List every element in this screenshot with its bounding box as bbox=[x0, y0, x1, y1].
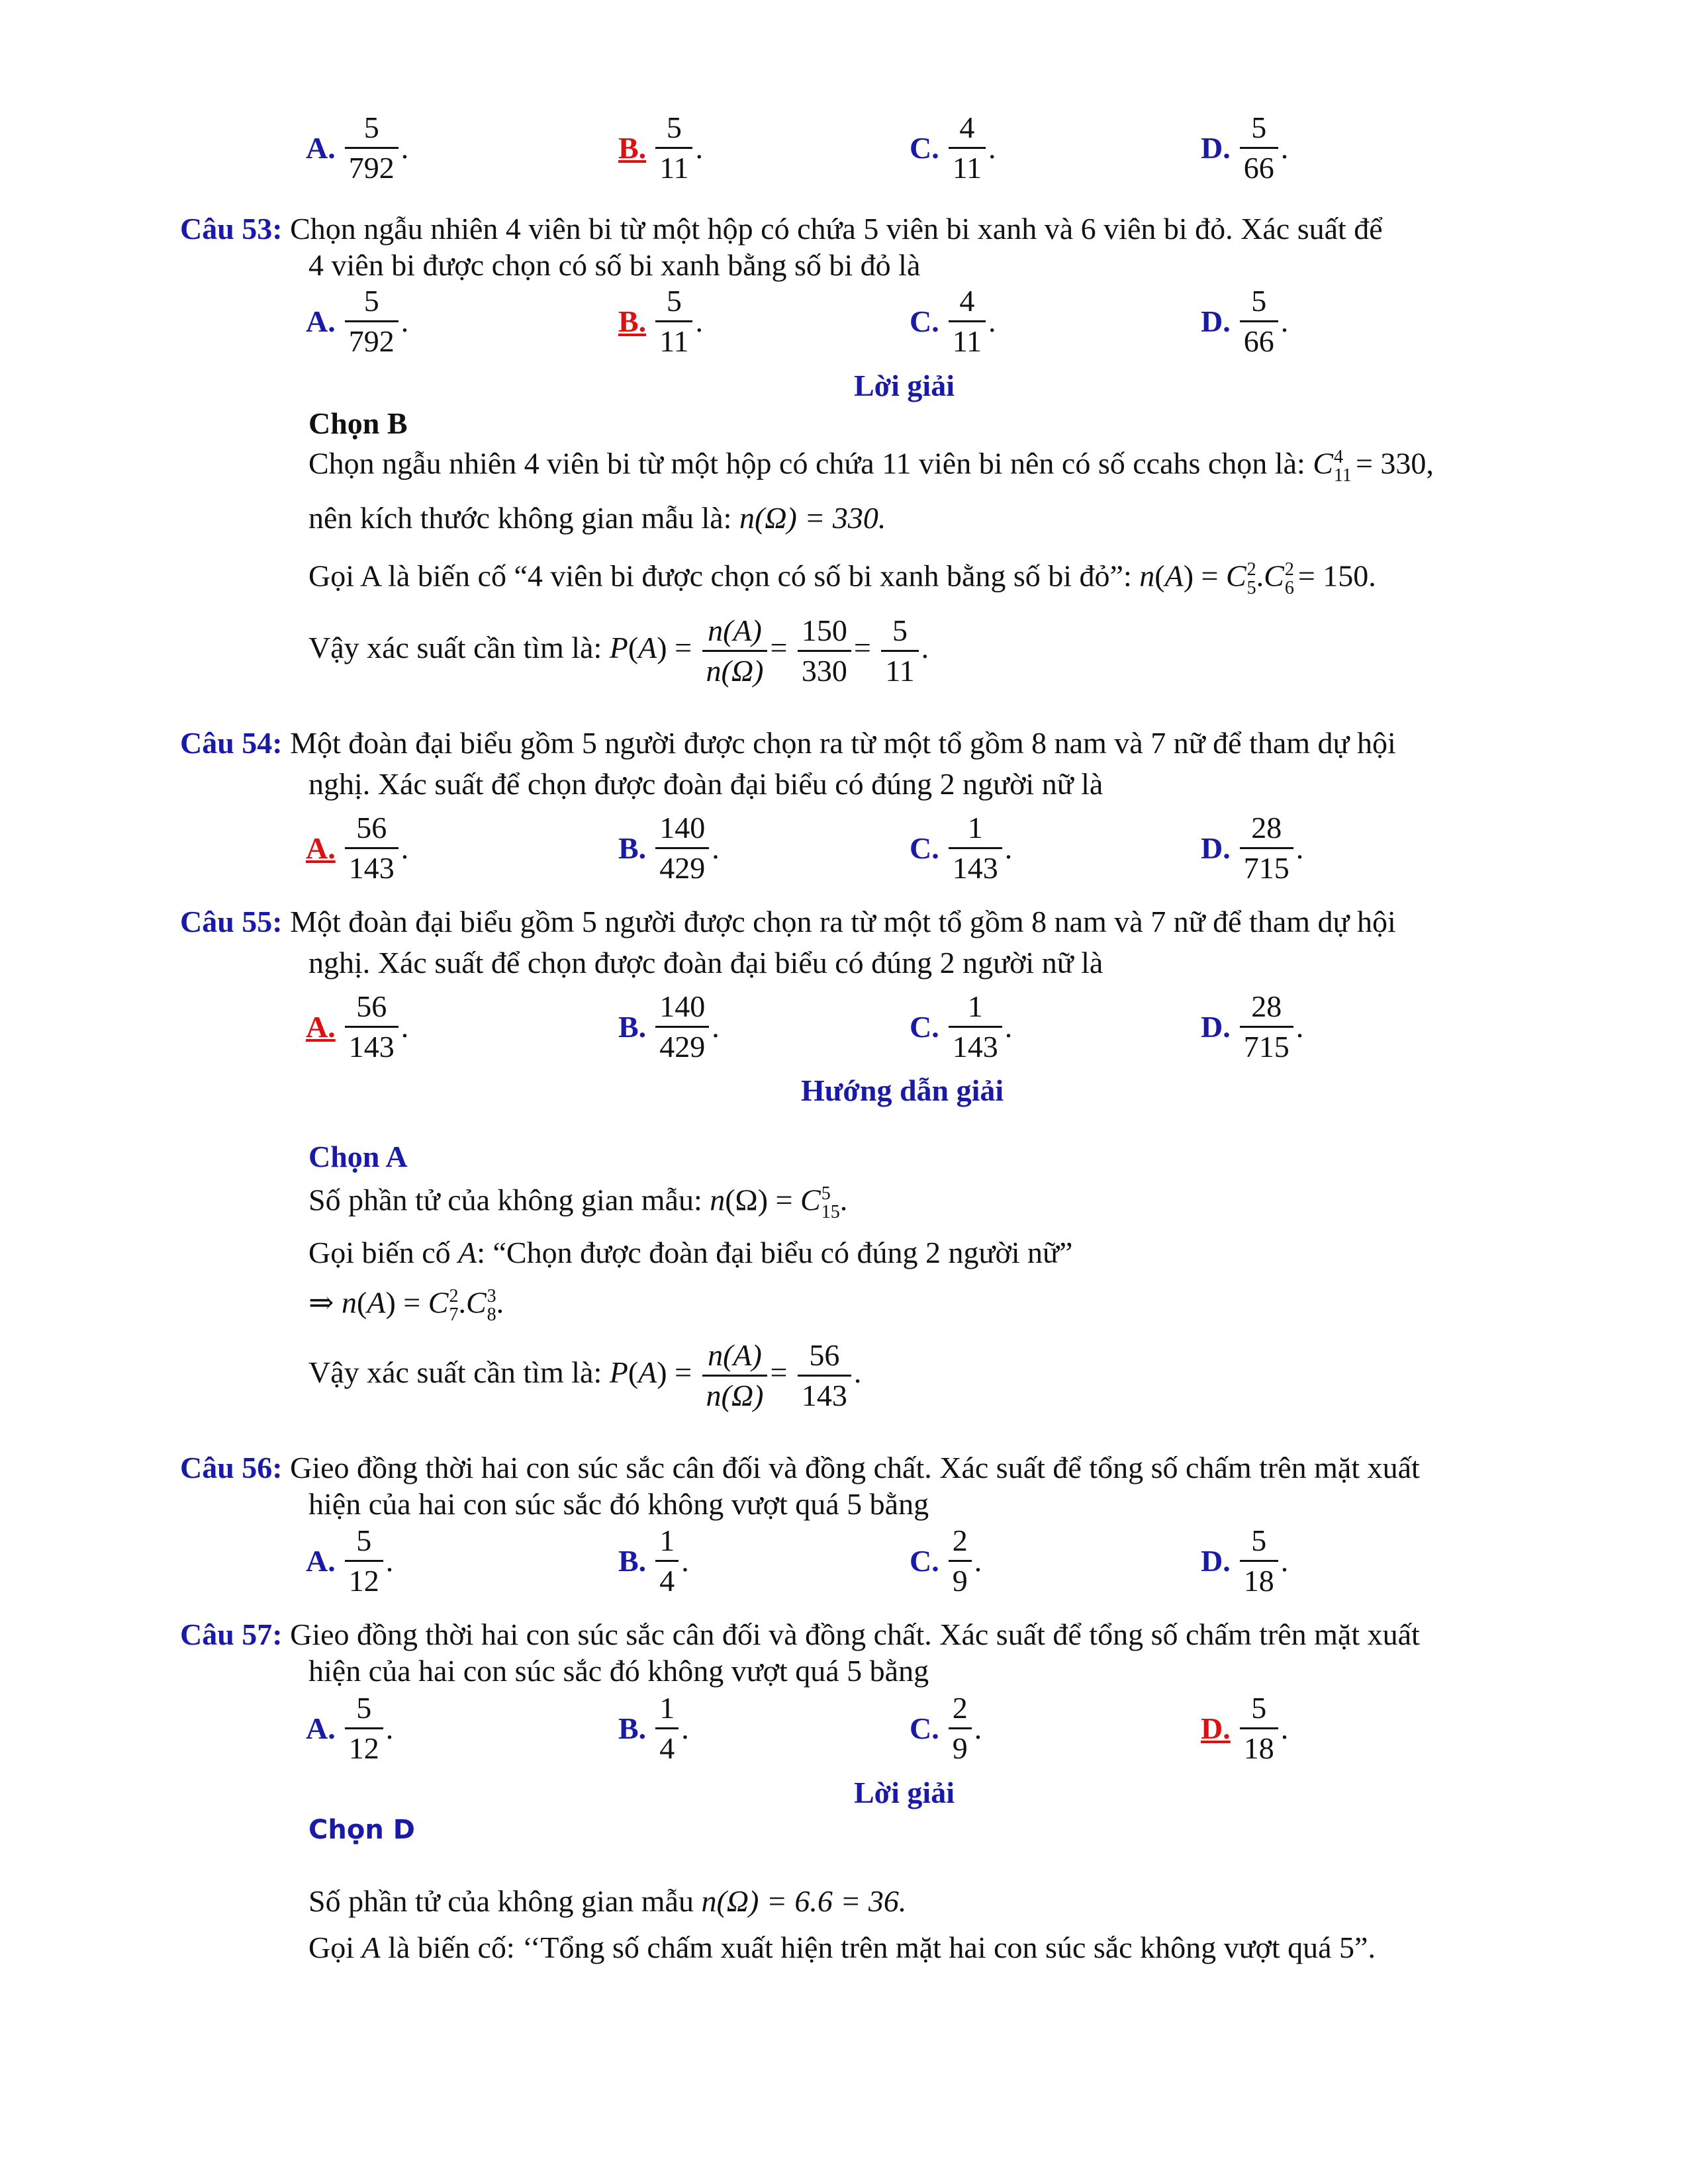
fraction-denominator: 429 bbox=[655, 847, 709, 884]
option-a bbox=[306, 286, 618, 357]
option-fraction bbox=[1240, 813, 1293, 884]
q57-solution-title: Lời giải bbox=[854, 1776, 955, 1809]
option-c bbox=[910, 1693, 1201, 1764]
option-fraction bbox=[655, 991, 709, 1062]
option-tail: . bbox=[974, 1543, 982, 1578]
option-tail: . bbox=[712, 1009, 720, 1044]
q53-options bbox=[306, 286, 1399, 357]
option-d bbox=[1201, 1693, 1399, 1764]
option-tail: . bbox=[400, 304, 409, 338]
fraction-numerator: 56 bbox=[356, 811, 387, 844]
q55-sol-text2: Gọi biến cố bbox=[308, 1236, 459, 1269]
q55-sol-text1: Số phần tử của không gian mẫu: bbox=[308, 1183, 710, 1217]
fraction-denominator: 143 bbox=[345, 847, 399, 884]
fraction-numerator: 1 bbox=[659, 1524, 675, 1557]
q55-frac-nA: $\frac{n(A)}{n(\Omega)}$ bbox=[702, 1340, 768, 1411]
q56-options bbox=[306, 1525, 1399, 1596]
option-label: C. bbox=[910, 1711, 939, 1745]
q55-sol-line1: Số phần tử của không gian mẫu: n(Ω) = C 5 15 . bbox=[308, 1183, 848, 1222]
fraction-denominator: 18 bbox=[1240, 1560, 1278, 1596]
option-tail: . bbox=[712, 831, 720, 865]
option-fraction bbox=[655, 1693, 679, 1764]
q53-line2: 4 viên bi được chọn có số bi xanh bằng số bi đỏ là bbox=[308, 248, 921, 282]
options-row bbox=[306, 113, 1399, 183]
fraction-denominator: 715 bbox=[1240, 847, 1293, 884]
option-fraction bbox=[345, 1525, 383, 1596]
option-fraction bbox=[949, 1693, 972, 1764]
fraction-numerator: 5 bbox=[363, 284, 379, 318]
q55-label: Câu 55: bbox=[180, 905, 283, 938]
option-tail: . bbox=[1004, 831, 1013, 865]
option-fraction bbox=[1240, 1693, 1278, 1764]
option-tail: . bbox=[1295, 1009, 1304, 1044]
option-d bbox=[1201, 813, 1399, 884]
option-tail: . bbox=[1280, 130, 1289, 165]
option-label: A. bbox=[306, 1711, 336, 1745]
q53-sol-line3: Gọi A là biến cố “4 viên bi được chọn có số bi xanh bằng số bi đỏ”: n(A) = C 2 5 .C 2 6 = 150. bbox=[308, 559, 1376, 598]
fraction-numerator: 28 bbox=[1251, 811, 1282, 844]
option-tail: . bbox=[1004, 1009, 1013, 1044]
q53-choice: Chọn B bbox=[308, 406, 408, 440]
fraction-denominator: 143 bbox=[345, 1026, 399, 1062]
option-fraction bbox=[345, 113, 399, 183]
q57-options bbox=[306, 1693, 1399, 1764]
option-tail: . bbox=[385, 1543, 394, 1578]
option-label: D. bbox=[1201, 1543, 1231, 1578]
option-label: D. bbox=[1201, 831, 1231, 865]
option-tail: . bbox=[1280, 304, 1289, 338]
option-tail: . bbox=[400, 130, 409, 165]
q53-sol-text2: nên kích thước không gian mẫu là: bbox=[308, 501, 739, 535]
q55-sol-line3: ⇒ n(A) = C 2 7 .C 3 8 . bbox=[308, 1285, 504, 1325]
options-row bbox=[306, 991, 1399, 1062]
option-tail: . bbox=[681, 1543, 689, 1578]
q55-frac-56: $\frac{56}{143}$ bbox=[798, 1340, 851, 1411]
q53-label: Câu 53: bbox=[180, 212, 283, 246]
option-label: A. bbox=[306, 130, 336, 165]
option-tail: . bbox=[695, 304, 703, 338]
fraction-denominator: 4 bbox=[655, 1727, 679, 1764]
fraction-denominator: 66 bbox=[1240, 147, 1278, 183]
option-c bbox=[910, 813, 1201, 884]
option-fraction bbox=[949, 813, 1002, 884]
option-c bbox=[910, 286, 1201, 357]
option-tail: . bbox=[1280, 1711, 1289, 1745]
option-label: C. bbox=[910, 831, 939, 865]
option-label: A. bbox=[306, 1543, 336, 1578]
fraction-denominator: 4 bbox=[655, 1560, 679, 1596]
q53-sol-math2: n(Ω) = 330. bbox=[739, 501, 886, 535]
option-label: D. bbox=[1201, 304, 1231, 338]
q53-frac-150: $\frac{150}{330}$ bbox=[798, 615, 851, 686]
q53-frac-nA: $\frac{n(A)}{n(\Omega)}$ bbox=[702, 615, 768, 686]
fraction-numerator: 5 bbox=[363, 111, 379, 144]
q53-sol-text3: Gọi A là biến cố “4 viên bi được chọn có số bi xanh bằng số bi đỏ”: bbox=[308, 559, 1140, 593]
fraction-denominator: 715 bbox=[1240, 1026, 1293, 1062]
option-a bbox=[306, 113, 618, 183]
option-c bbox=[910, 113, 1201, 183]
fraction-numerator: 2 bbox=[952, 1524, 968, 1557]
fraction-denominator: 12 bbox=[345, 1560, 383, 1596]
fraction-numerator: 140 bbox=[659, 989, 706, 1023]
q53-line1 bbox=[180, 214, 1383, 244]
option-b bbox=[618, 113, 910, 183]
q55-sol-text4: Vậy xác suất cần tìm là: bbox=[308, 1355, 610, 1390]
q57-sol-line1 bbox=[308, 1886, 906, 1917]
fraction-numerator: 4 bbox=[959, 284, 975, 318]
fraction-numerator: 140 bbox=[659, 811, 706, 844]
q57-sol-math1: n(Ω) = 6.6 = 36. bbox=[701, 1884, 907, 1918]
fraction-denominator: 792 bbox=[345, 320, 399, 357]
fraction-denominator: 66 bbox=[1240, 320, 1278, 357]
option-b bbox=[618, 286, 910, 357]
option-fraction bbox=[1240, 1525, 1278, 1596]
fraction-numerator: 5 bbox=[666, 284, 682, 318]
q53-sol-line4: Vậy xác suất cần tìm là: P(A) = $\frac{n(A)}{n(\Omega)}$ = $\frac{150}{330}$ = $\frac{5}{11}$ . bbox=[308, 614, 929, 688]
option-fraction bbox=[949, 286, 986, 357]
option-label: C. bbox=[910, 304, 939, 338]
option-label: A. bbox=[306, 1009, 336, 1044]
option-d bbox=[1201, 991, 1399, 1062]
q53-sol-text4: Vậy xác suất cần tìm là: bbox=[308, 631, 610, 665]
fraction-denominator: 18 bbox=[1240, 1727, 1278, 1764]
fraction-numerator: 28 bbox=[1251, 989, 1282, 1023]
option-label: B. bbox=[618, 831, 647, 865]
q57-sol-text2: Gọi bbox=[308, 1931, 362, 1964]
option-a bbox=[306, 813, 618, 884]
option-fraction bbox=[345, 1693, 383, 1764]
fraction-numerator: 2 bbox=[952, 1691, 968, 1725]
option-fraction bbox=[655, 813, 709, 884]
option-d bbox=[1201, 1525, 1399, 1596]
q53-sol-text1: Chọn ngẫu nhiên 4 viên bi từ một hộp có chứa 11 viên bi nên có số ccahs chọn là: bbox=[308, 446, 1313, 480]
options-row bbox=[306, 1693, 1399, 1764]
q57-text1: Gieo đồng thời hai con súc sắc cân đối và đồng chất. Xác suất để tổng số chấm trên mặt xuất bbox=[282, 1617, 1420, 1651]
q53-sol-math3: = 150. bbox=[1297, 559, 1376, 593]
q57-sol-line2 bbox=[308, 1933, 1376, 1963]
option-label: B. bbox=[618, 1009, 647, 1044]
q57-label: Câu 57: bbox=[180, 1617, 283, 1651]
fraction-denominator: 429 bbox=[655, 1026, 709, 1062]
option-fraction bbox=[1240, 991, 1293, 1062]
option-fraction bbox=[949, 113, 986, 183]
fraction-denominator: 11 bbox=[655, 320, 692, 357]
fraction-numerator: 5 bbox=[1251, 111, 1267, 144]
option-fraction bbox=[655, 113, 692, 183]
option-label: D. bbox=[1201, 1009, 1231, 1044]
option-tail: . bbox=[695, 130, 703, 165]
q57-sol-text1: Số phần tử của không gian mẫu bbox=[308, 1884, 702, 1918]
option-tail: . bbox=[681, 1711, 689, 1745]
option-label: B. bbox=[618, 130, 647, 165]
q55-line2: nghị. Xác suất để chọn được đoàn đại biểu có đúng 2 người nữ là bbox=[308, 946, 1103, 979]
q57-choice: Chọn D bbox=[308, 1815, 415, 1845]
option-d bbox=[1201, 286, 1399, 357]
option-b bbox=[618, 991, 910, 1062]
q57-sol-var: A bbox=[361, 1931, 381, 1964]
q54-text1: Một đoàn đại biểu gồm 5 người được chọn ra từ một tổ gồm 8 nam và 7 nữ để tham dự hội bbox=[282, 726, 1396, 760]
option-label: C. bbox=[910, 1009, 939, 1044]
fraction-numerator: 1 bbox=[967, 811, 983, 844]
q56-text1: Gieo đồng thời hai con súc sắc cân đối và đồng chất. Xác suất để tổng số chấm trên mặt xuất bbox=[282, 1451, 1420, 1484]
q57-sol-text2b: là biến cố: ‘‘Tổng số chấm xuất hiện trên mặt hai con súc sắc không vượt quá 5”. bbox=[380, 1931, 1376, 1964]
fraction-numerator: 5 bbox=[1251, 1691, 1267, 1725]
option-label: A. bbox=[306, 304, 336, 338]
option-tail: . bbox=[988, 130, 996, 165]
option-b bbox=[618, 1525, 910, 1596]
option-a bbox=[306, 1525, 618, 1596]
option-tail: . bbox=[400, 1009, 409, 1044]
fraction-numerator: 5 bbox=[1251, 284, 1267, 318]
fraction-denominator: 792 bbox=[345, 147, 399, 183]
q52-options bbox=[306, 113, 1399, 183]
q55-line1 bbox=[180, 907, 1396, 937]
fraction-numerator: 1 bbox=[659, 1691, 675, 1725]
option-tail: . bbox=[988, 304, 996, 338]
q56-line1 bbox=[180, 1453, 1420, 1483]
q56-line2: hiện của hai con súc sắc đó không vượt quá 5 bằng bbox=[308, 1487, 929, 1521]
option-label: D. bbox=[1201, 130, 1231, 165]
option-tail: . bbox=[1295, 831, 1304, 865]
fraction-denominator: 9 bbox=[949, 1727, 972, 1764]
options-row bbox=[306, 286, 1399, 357]
option-label: D. bbox=[1201, 1711, 1231, 1745]
q53-sol-math1: = 330, bbox=[1355, 446, 1434, 480]
option-b bbox=[618, 1693, 910, 1764]
fraction-denominator: 11 bbox=[949, 320, 986, 357]
options-row bbox=[306, 1525, 1399, 1596]
option-tail: . bbox=[400, 831, 409, 865]
fraction-denominator: 11 bbox=[655, 147, 692, 183]
fraction-denominator: 143 bbox=[949, 1026, 1002, 1062]
option-label: A. bbox=[306, 831, 336, 865]
option-label: B. bbox=[618, 1711, 647, 1745]
q55-options bbox=[306, 991, 1399, 1062]
option-label: C. bbox=[910, 1543, 939, 1578]
q55-choice: Chọn A bbox=[308, 1140, 408, 1173]
fraction-numerator: 1 bbox=[967, 989, 983, 1023]
q57-line2: hiện của hai con súc sắc đó không vượt quá 5 bằng bbox=[308, 1654, 929, 1688]
option-label: B. bbox=[618, 304, 647, 338]
q53-sol-line1: Chọn ngẫu nhiên 4 viên bi từ một hộp có chứa 11 viên bi nên có số ccahs chọn là: C 4 11 = 330, bbox=[308, 446, 1434, 486]
option-fraction bbox=[345, 991, 399, 1062]
fraction-denominator: 9 bbox=[949, 1560, 972, 1596]
option-fraction bbox=[1240, 286, 1278, 357]
option-fraction bbox=[1240, 113, 1278, 183]
fraction-denominator: 143 bbox=[949, 847, 1002, 884]
option-fraction bbox=[655, 286, 692, 357]
q54-label: Câu 54: bbox=[180, 726, 283, 760]
fraction-numerator: 4 bbox=[959, 111, 975, 144]
option-a bbox=[306, 991, 618, 1062]
fraction-numerator: 5 bbox=[666, 111, 682, 144]
q54-line2: nghị. Xác suất để chọn được đoàn đại biểu có đúng 2 người nữ là bbox=[308, 767, 1103, 801]
option-c bbox=[910, 1525, 1201, 1596]
q55-sol-line2: Gọi biến cố A: “Chọn được đoàn đại biểu có đúng 2 người nữ” bbox=[308, 1236, 1073, 1269]
option-label: C. bbox=[910, 130, 939, 165]
q54-line1 bbox=[180, 728, 1396, 758]
option-fraction bbox=[345, 286, 399, 357]
option-fraction bbox=[949, 991, 1002, 1062]
option-b bbox=[618, 813, 910, 884]
q53-text1: Chọn ngẫu nhiên 4 viên bi từ một hộp có chứa 5 viên bi xanh và 6 viên bi đỏ. Xác suất để bbox=[282, 212, 1383, 246]
q53-solution-title: Lời giải bbox=[854, 369, 955, 402]
options-row bbox=[306, 813, 1399, 884]
option-d bbox=[1201, 113, 1399, 183]
q56-label: Câu 56: bbox=[180, 1451, 283, 1484]
fraction-denominator: 12 bbox=[345, 1727, 383, 1764]
fraction-numerator: 5 bbox=[1251, 1524, 1267, 1557]
option-tail: . bbox=[974, 1711, 982, 1745]
option-fraction bbox=[949, 1525, 972, 1596]
q53-frac-5-11: $\frac{5}{11}$ bbox=[881, 615, 918, 686]
option-label: B. bbox=[618, 1543, 647, 1578]
option-fraction bbox=[655, 1525, 679, 1596]
fraction-numerator: 56 bbox=[356, 989, 387, 1023]
q55-text1: Một đoàn đại biểu gồm 5 người được chọn ra từ một tổ gồm 8 nam và 7 nữ để tham dự hội bbox=[282, 905, 1396, 938]
q55-sol-line4: Vậy xác suất cần tìm là: P(A) = $\frac{n(A)}{n(\Omega)}$ = $\frac{56}{143}$ . bbox=[308, 1338, 862, 1412]
option-fraction bbox=[345, 813, 399, 884]
option-c bbox=[910, 991, 1201, 1062]
fraction-numerator: 5 bbox=[356, 1691, 372, 1725]
q55-solution-title: Hướng dẫn giải bbox=[801, 1073, 1004, 1107]
fraction-numerator: 5 bbox=[356, 1524, 372, 1557]
q54-options bbox=[306, 813, 1399, 884]
fraction-denominator: 11 bbox=[949, 147, 986, 183]
q53-sol-line2 bbox=[308, 503, 886, 533]
option-tail: . bbox=[1280, 1543, 1289, 1578]
q55-sol-text2b: : “Chọn được đoàn đại biểu có đúng 2 người nữ” bbox=[477, 1236, 1073, 1269]
q57-line1 bbox=[180, 1619, 1420, 1650]
option-tail: . bbox=[385, 1711, 394, 1745]
option-a bbox=[306, 1693, 618, 1764]
